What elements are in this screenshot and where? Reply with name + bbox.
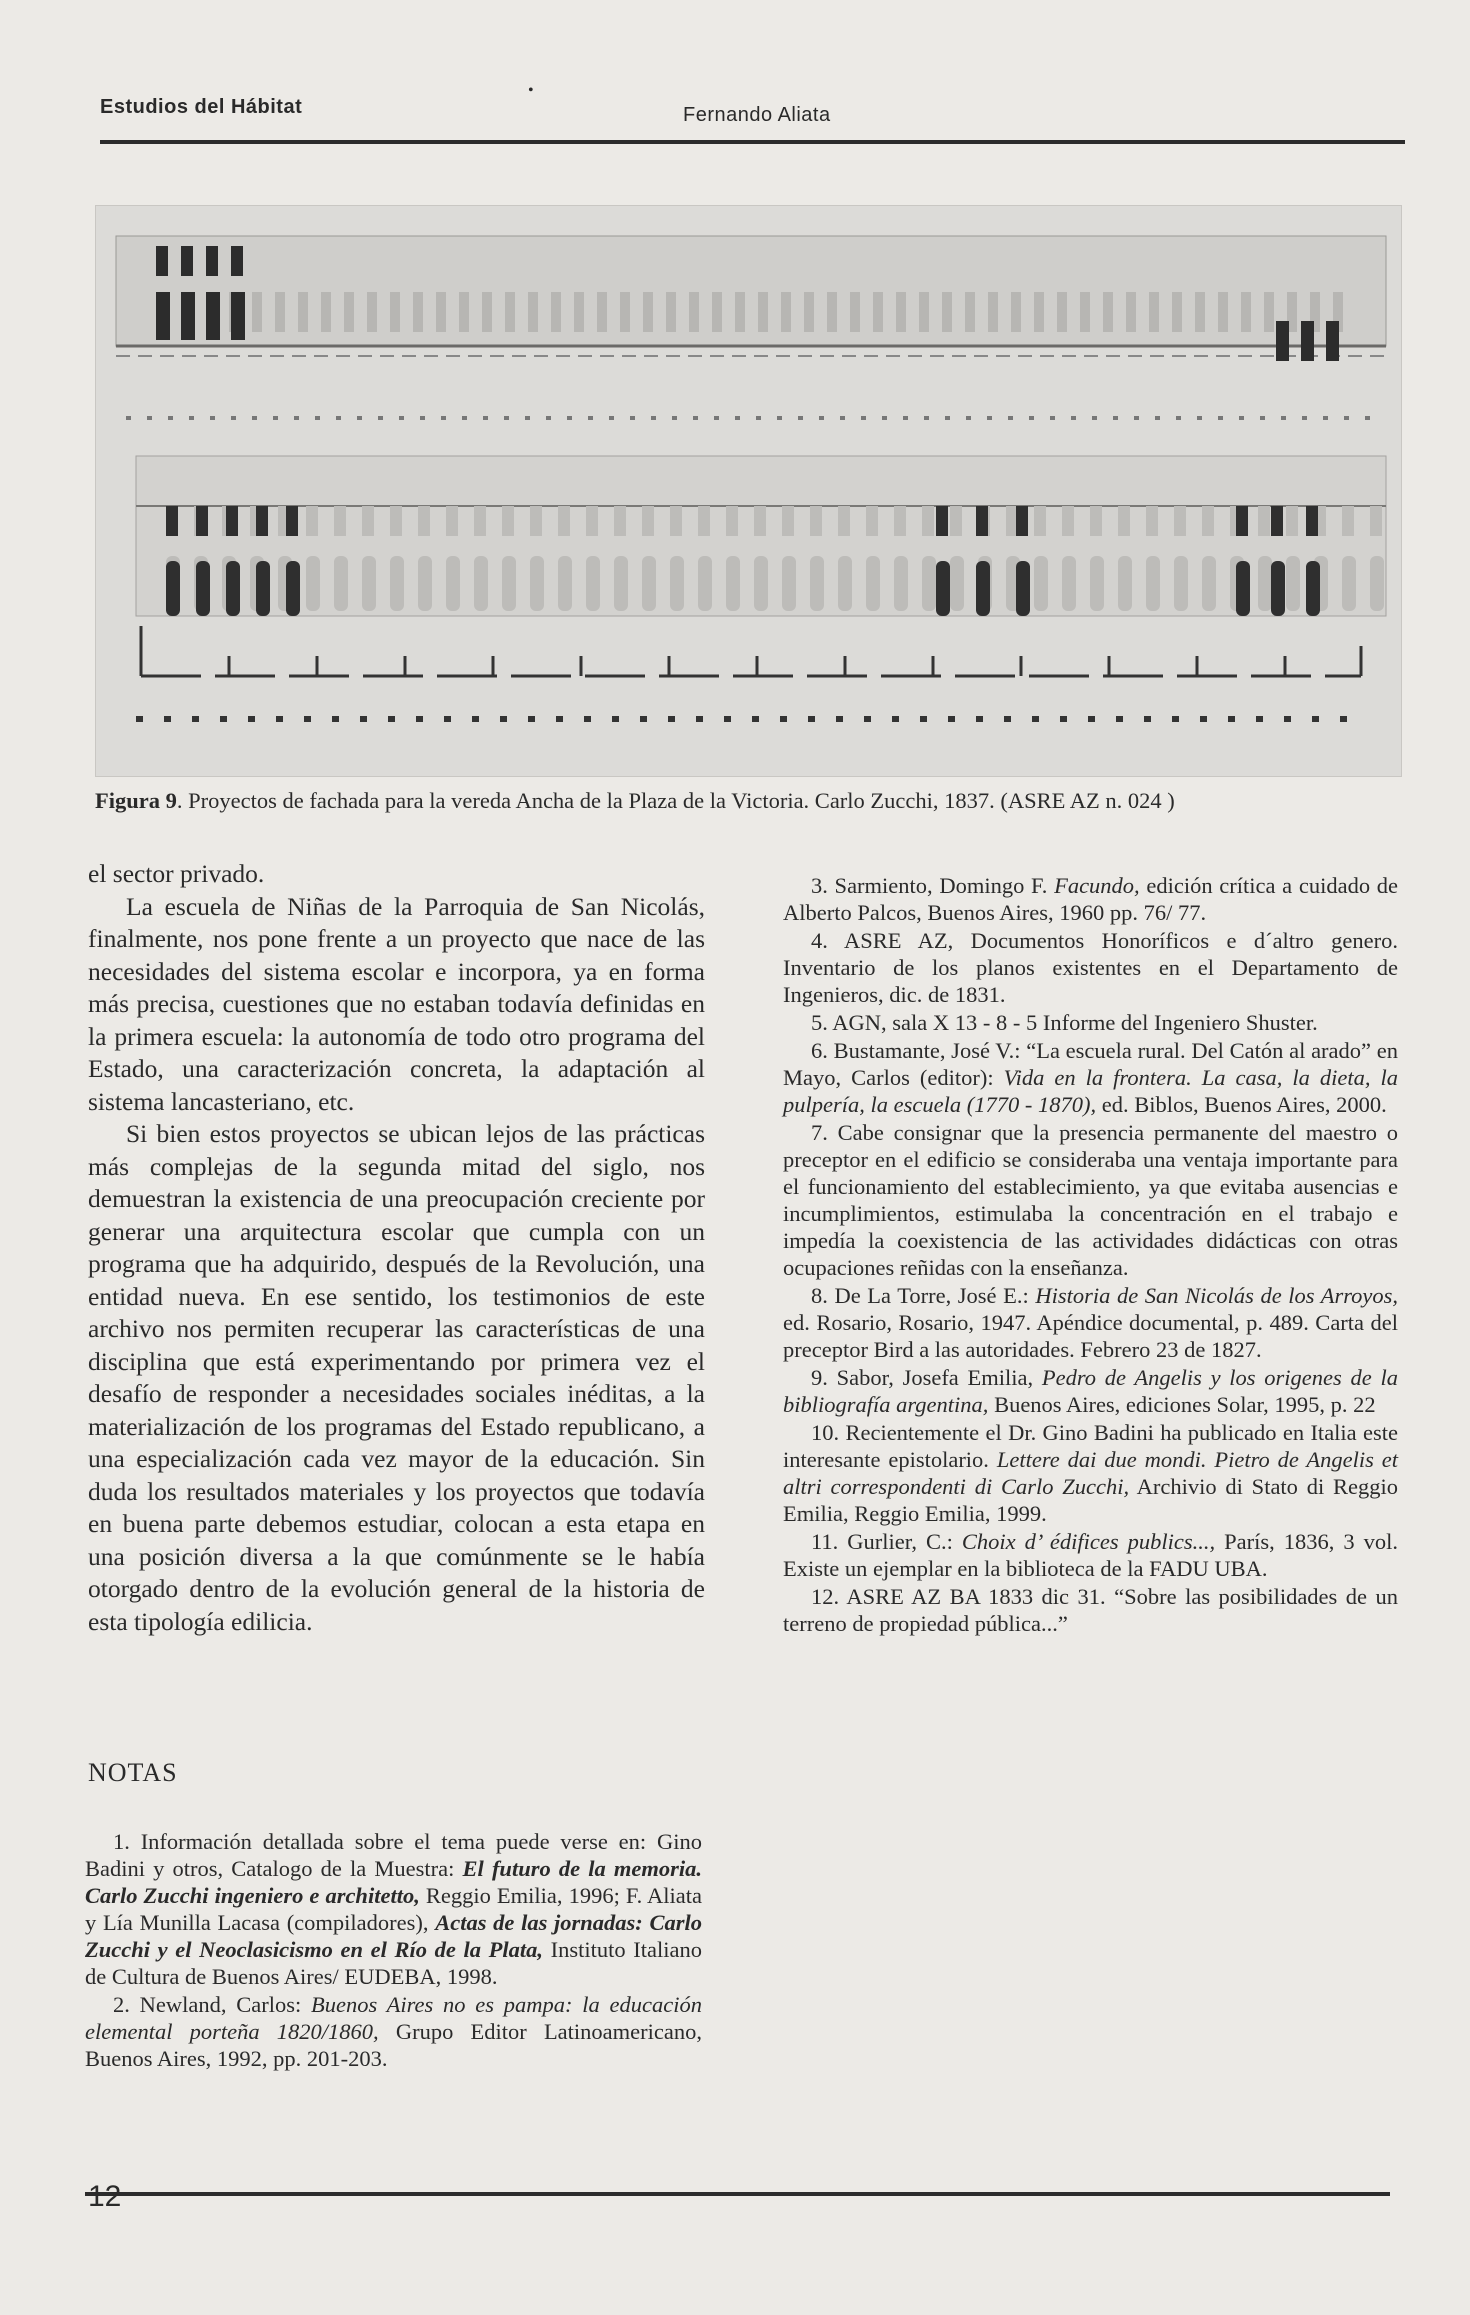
tower-window xyxy=(231,246,243,276)
ground-mark xyxy=(1260,416,1265,420)
upper-window xyxy=(252,292,262,332)
tower-window xyxy=(1326,321,1339,361)
tower-window xyxy=(156,292,170,340)
upper-window xyxy=(850,292,860,332)
lower-arch xyxy=(950,556,964,611)
lower-window xyxy=(838,506,850,536)
lower-window xyxy=(810,506,822,536)
ground-mark xyxy=(798,416,803,420)
ground-mark xyxy=(1197,416,1202,420)
accent-window xyxy=(1016,506,1028,536)
note-10: 10. Recientemente el Dr. Gino Badini ha publicado en Italia este interesante epistolario. Lettere dai due mondi. Pietro de Angelis et altri correspondenti di Carlo Zucchi, Archivio di Stato di Reggio Emilia, Reggio Emilia, 1999. xyxy=(783,1420,1398,1526)
upper-window xyxy=(873,292,883,332)
upper-window xyxy=(1264,292,1274,332)
lower-arch xyxy=(782,556,796,611)
lower-arch xyxy=(1146,556,1160,611)
lower-window xyxy=(390,506,402,536)
upper-window xyxy=(436,292,446,332)
ground-mark xyxy=(777,416,782,420)
ground-mark xyxy=(1155,416,1160,420)
upper-window xyxy=(528,292,538,332)
accent-window xyxy=(1306,506,1318,536)
lower-arch xyxy=(390,556,404,611)
ground-mark xyxy=(1344,416,1349,420)
upper-window xyxy=(735,292,745,332)
upper-window xyxy=(712,292,722,332)
upper-window xyxy=(367,292,377,332)
ground-mark xyxy=(672,416,677,420)
ground-mark xyxy=(612,716,619,722)
lower-arch xyxy=(922,556,936,611)
accent-window xyxy=(1271,506,1283,536)
lower-arch xyxy=(1118,556,1132,611)
ground-mark xyxy=(528,716,535,722)
ground-mark xyxy=(1239,416,1244,420)
facade-drawing-figure xyxy=(95,205,1402,777)
body-paragraph: Si bien estos proyectos se ubican lejos de las prácticas más complejas de la segunda mitad del siglo, nos demuestran la existencia de una preocupación creciente por generar una arquitectura escolar que cumpla con un programa que ha adquirido, después de la Revolución, una entidad nueva. En ese sentido, los testimonios de este archivo nos permiten recuperar las características de una disciplina que está experimentando por primera vez el desafío de responder a necesidades sociales inéditas, a la materialización de los programas del Estado republicano, a una especialización cada vez mayor de la educación. Sin duda los resultados materiales y los proyectos que todavía en buena parte debemos estudiar, colocan a esta etapa en una posición diversa a la que comúnmente se le había otorgado dentro de la evolución general de la historia de esta tipología edilicia. xyxy=(88,1119,705,1636)
ground-mark xyxy=(220,716,227,722)
ground-mark xyxy=(336,416,341,420)
upper-window xyxy=(1011,292,1021,332)
lower-arch xyxy=(1202,556,1216,611)
ground-mark xyxy=(399,416,404,420)
ground-mark xyxy=(504,416,509,420)
ground-mark xyxy=(483,416,488,420)
ground-mark xyxy=(210,416,215,420)
ground-mark xyxy=(696,716,703,722)
ground-mark xyxy=(903,416,908,420)
page-header xyxy=(100,96,1405,146)
accent-window xyxy=(1236,506,1248,536)
upper-window xyxy=(942,292,952,332)
ground-mark xyxy=(1060,716,1067,722)
lower-window xyxy=(1062,506,1074,536)
lower-arch xyxy=(586,556,600,611)
ground-mark xyxy=(231,416,236,420)
note-5: 5. AGN, sala X 13 - 8 - 5 Informe del Ingeniero Shuster. xyxy=(811,1010,1318,1035)
ground-mark xyxy=(1032,716,1039,722)
ground-mark xyxy=(360,716,367,722)
tower-window xyxy=(231,292,245,340)
ground-mark xyxy=(864,716,871,722)
upper-window xyxy=(1126,292,1136,332)
lower-window xyxy=(922,506,934,536)
lower-arch xyxy=(1286,556,1300,611)
upper-window xyxy=(643,292,653,332)
lower-arch xyxy=(306,556,320,611)
ground-mark xyxy=(1281,416,1286,420)
upper-window xyxy=(1218,292,1228,332)
lower-window xyxy=(334,506,346,536)
upper-window xyxy=(505,292,515,332)
lower-window xyxy=(1174,506,1186,536)
ground-mark xyxy=(882,416,887,420)
accent-arch xyxy=(286,561,300,616)
lower-window xyxy=(1090,506,1102,536)
ground-mark xyxy=(836,716,843,722)
note-8: 8. De La Torre, José E.: Historia de San Nicolás de los Arroyos, ed. Rosario, Rosario, 1947. Apéndice documental, p. 489. Carta del preceptor Bird a las autoridades. Febrero 23 de 1827. xyxy=(783,1283,1398,1362)
ground-mark xyxy=(168,416,173,420)
lower-arch xyxy=(362,556,376,611)
accent-arch xyxy=(1236,561,1250,616)
body-paragraph: el sector privado. xyxy=(88,859,265,888)
accent-arch xyxy=(1016,561,1030,616)
ground-mark xyxy=(630,416,635,420)
lower-arch xyxy=(446,556,460,611)
ground-mark xyxy=(714,416,719,420)
accent-window xyxy=(196,506,208,536)
lower-window xyxy=(1118,506,1130,536)
lower-window xyxy=(530,506,542,536)
lower-window xyxy=(698,506,710,536)
accent-arch xyxy=(166,561,180,616)
lower-arch xyxy=(698,556,712,611)
lower-arch xyxy=(1090,556,1104,611)
upper-window xyxy=(1172,292,1182,332)
lower-window xyxy=(726,506,738,536)
tower-window xyxy=(206,292,220,340)
ground-mark xyxy=(420,416,425,420)
lower-window xyxy=(1342,506,1354,536)
accent-window xyxy=(166,506,178,536)
ground-mark xyxy=(525,416,530,420)
ground-mark xyxy=(1176,416,1181,420)
ground-mark xyxy=(584,716,591,722)
lower-arch xyxy=(670,556,684,611)
ground-mark xyxy=(1365,416,1370,420)
upper-window xyxy=(413,292,423,332)
ground-mark xyxy=(1050,416,1055,420)
lower-arch xyxy=(838,556,852,611)
author-name: Fernando Aliata xyxy=(683,104,831,126)
ground-mark xyxy=(192,716,199,722)
lower-window xyxy=(1202,506,1214,536)
ground-mark xyxy=(1029,416,1034,420)
ground-mark xyxy=(735,416,740,420)
upper-window xyxy=(988,292,998,332)
lower-arch xyxy=(1174,556,1188,611)
lower-window xyxy=(558,506,570,536)
stray-mark: • xyxy=(528,82,534,99)
note-4: 4. ASRE AZ, Documentos Honoríficos e d´altro genero. Inventario de los planos existentes en el Departamento de Ingenieros, dic. de 1831. xyxy=(783,928,1398,1007)
figure-label: Figura 9 xyxy=(95,788,177,813)
upper-window xyxy=(1103,292,1113,332)
lower-window xyxy=(866,506,878,536)
upper-window xyxy=(758,292,768,332)
lower-window xyxy=(586,506,598,536)
ground-mark xyxy=(388,716,395,722)
ground-mark xyxy=(1088,716,1095,722)
ground-mark xyxy=(136,716,143,722)
ground-mark xyxy=(1218,416,1223,420)
ground-mark xyxy=(276,716,283,722)
ground-mark xyxy=(948,716,955,722)
accent-arch xyxy=(256,561,270,616)
lower-window xyxy=(1370,506,1382,536)
ground-mark xyxy=(1340,716,1347,722)
lower-window xyxy=(950,506,962,536)
lower-window xyxy=(754,506,766,536)
upper-window xyxy=(551,292,561,332)
tower-window xyxy=(1301,321,1314,361)
note-3: 3. Sarmiento, Domingo F. Facundo, edición crítica a cuidado de Alberto Palcos, Buenos Aires, 1960 pp. 76/ 77. xyxy=(783,873,1398,925)
lower-arch xyxy=(418,556,432,611)
upper-window xyxy=(804,292,814,332)
ground-mark xyxy=(840,416,845,420)
ground-mark xyxy=(126,416,131,420)
lower-window xyxy=(446,506,458,536)
ground-mark xyxy=(976,716,983,722)
accent-arch xyxy=(226,561,240,616)
ground-mark xyxy=(1071,416,1076,420)
lower-window xyxy=(1258,506,1270,536)
upper-window xyxy=(689,292,699,332)
upper-window xyxy=(1080,292,1090,332)
note-12: 12. ASRE AZ BA 1833 dic 31. “Sobre las posibilidades de un terreno de propiedad pública...” xyxy=(783,1584,1398,1636)
lower-arch xyxy=(754,556,768,611)
upper-window xyxy=(275,292,285,332)
ground-mark xyxy=(1113,416,1118,420)
lower-arch xyxy=(334,556,348,611)
notes-heading: NOTAS xyxy=(88,1758,178,1787)
accent-window xyxy=(976,506,988,536)
header-rule xyxy=(100,140,1405,144)
lower-window xyxy=(362,506,374,536)
lower-window xyxy=(670,506,682,536)
ground-mark xyxy=(1004,716,1011,722)
ground-mark xyxy=(441,416,446,420)
ground-mark xyxy=(556,716,563,722)
lower-arch xyxy=(726,556,740,611)
ground-mark xyxy=(966,416,971,420)
lower-window xyxy=(1286,506,1298,536)
lower-arch xyxy=(894,556,908,611)
lower-window xyxy=(894,506,906,536)
lower-arch xyxy=(530,556,544,611)
ground-mark xyxy=(1256,716,1263,722)
lower-arch xyxy=(1034,556,1048,611)
accent-window xyxy=(286,506,298,536)
figure-caption xyxy=(95,788,1415,814)
ground-mark xyxy=(1144,716,1151,722)
ground-mark xyxy=(1312,716,1319,722)
accent-arch xyxy=(936,561,950,616)
upper-window xyxy=(666,292,676,332)
upper-window xyxy=(827,292,837,332)
tower-window xyxy=(1276,321,1289,361)
ground-mark xyxy=(1228,716,1235,722)
ground-mark xyxy=(304,716,311,722)
ground-mark xyxy=(500,716,507,722)
lower-arch xyxy=(502,556,516,611)
lower-window xyxy=(502,506,514,536)
upper-window xyxy=(919,292,929,332)
ground-mark xyxy=(640,716,647,722)
accent-arch xyxy=(976,561,990,616)
ground-mark xyxy=(819,416,824,420)
lower-arch xyxy=(810,556,824,611)
upper-window xyxy=(482,292,492,332)
ground-mark xyxy=(248,716,255,722)
ground-mark xyxy=(987,416,992,420)
ground-mark xyxy=(1008,416,1013,420)
lower-arch xyxy=(614,556,628,611)
ground-mark xyxy=(945,416,950,420)
body-text xyxy=(88,858,705,1638)
accent-window xyxy=(936,506,948,536)
ground-mark xyxy=(609,416,614,420)
lower-arch xyxy=(558,556,572,611)
upper-window xyxy=(459,292,469,332)
note-6: 6. Bustamante, José V.: “La escuela rural. Del Catón al arado” en Mayo, Carlos (editor): Vida en la frontera. La casa, la dieta, la pulpería, la escuela (1770 - 1870), ed. Biblos, Buenos Aires, 2000. xyxy=(783,1038,1398,1117)
ground-mark xyxy=(1200,716,1207,722)
ground-mark xyxy=(780,716,787,722)
ground-mark xyxy=(164,716,171,722)
note-1: 1. Información detallada sobre el tema puede verse en: Gino Badini y otros, Catalogo de la Muestra: El futuro de la memoria. Carlo Zucchi ingeniero e architetto, Reggio Emilia, 1996; F. Aliata y Lía Munilla Lacasa (compiladores), Actas de las jornadas: Carlo Zucchi y el Neoclasicismo en el Río de la Plata, Instituto Italiano de Cultura de Buenos Aires/ EUDEBA, 1998. xyxy=(85,1829,702,1989)
accent-arch xyxy=(1271,561,1285,616)
lower-window xyxy=(1146,506,1158,536)
note-11: 11. Gurlier, C.: Choix d’ édifices publics..., París, 1836, 3 vol. Existe un ejemplar en la biblioteca de la FADU UBA. xyxy=(783,1529,1398,1581)
ground-mark xyxy=(1116,716,1123,722)
note-2: 2. Newland, Carlos: Buenos Aires no es pampa: la educación elemental porteña 1820/1860, Grupo Editor Latinoamericano, Buenos Aires, 1992, pp. 201-203. xyxy=(85,1992,702,2071)
note-9: 9. Sabor, Josefa Emilia, Pedro de Angelis y los origenes de la bibliografía argentina, Buenos Aires, ediciones Solar, 1995, p. 22 xyxy=(783,1365,1398,1417)
lower-window xyxy=(1034,506,1046,536)
tower-window xyxy=(181,292,195,340)
upper-window xyxy=(1149,292,1159,332)
footer-rule xyxy=(85,2192,1390,2196)
lower-arch xyxy=(866,556,880,611)
notes-left-column xyxy=(85,1828,702,2073)
upper-window xyxy=(574,292,584,332)
ground-mark xyxy=(752,716,759,722)
ground-mark xyxy=(1323,416,1328,420)
ground-mark xyxy=(861,416,866,420)
ground-mark xyxy=(315,416,320,420)
upper-window xyxy=(1034,292,1044,332)
lower-window xyxy=(614,506,626,536)
lower-arch xyxy=(642,556,656,611)
upper-window xyxy=(298,292,308,332)
accent-arch xyxy=(1306,561,1320,616)
lower-arch xyxy=(474,556,488,611)
upper-window xyxy=(1195,292,1205,332)
page-number: 12 xyxy=(88,2180,122,2213)
ground-mark xyxy=(357,416,362,420)
lower-window xyxy=(474,506,486,536)
tower-window xyxy=(156,246,168,276)
lower-arch xyxy=(1062,556,1076,611)
lower-arch xyxy=(1258,556,1272,611)
tower-window xyxy=(181,246,193,276)
upper-window xyxy=(344,292,354,332)
note-7: 7. Cabe consignar que la presencia permanente del maestro o preceptor en el edificio se consideraba una ventaja importante para el funcionamiento del establecimiento, ya que evitaba ausencias e incumplimientos, estimulaba la concentración en el trabajo e impedía la coexistencia de las actividades didácticas con otras ocupaciones reñidas con la enseñanza. xyxy=(783,1120,1398,1280)
lower-window xyxy=(418,506,430,536)
ground-mark xyxy=(252,416,257,420)
ground-mark xyxy=(588,416,593,420)
ground-mark xyxy=(808,716,815,722)
upper-window xyxy=(620,292,630,332)
accent-window xyxy=(256,506,268,536)
lower-arch xyxy=(1342,556,1356,611)
ground-mark xyxy=(444,716,451,722)
lower-arch xyxy=(1370,556,1384,611)
lower-window xyxy=(642,506,654,536)
ground-mark xyxy=(1172,716,1179,722)
ground-mark xyxy=(693,416,698,420)
body-paragraph: La escuela de Niñas de la Parroquia de San Nicolás, finalmente, nos pone frente a un proyecto que nace de las necesidades del sistema escolar e incorpora, ya en forma más precisa, cuestiones que no estaban todavía definidas en la primera escuela: la autonomía de todo otro programa del Estado, una caracterización concreta, la adaptación al sistema lancasteriano, etc. xyxy=(88,891,705,1116)
upper-window xyxy=(781,292,791,332)
ground-mark xyxy=(567,416,572,420)
accent-arch xyxy=(196,561,210,616)
ground-mark xyxy=(651,416,656,420)
ground-mark xyxy=(1284,716,1291,722)
ground-mark xyxy=(920,716,927,722)
accent-window xyxy=(226,506,238,536)
journal-title: Estudios del Hábitat xyxy=(100,96,303,118)
ground-mark xyxy=(1134,416,1139,420)
facade-drawing xyxy=(96,206,1401,776)
ground-mark xyxy=(378,416,383,420)
ground-mark xyxy=(724,716,731,722)
upper-window xyxy=(896,292,906,332)
tower-window xyxy=(206,246,218,276)
ground-mark xyxy=(924,416,929,420)
upper-window xyxy=(1057,292,1067,332)
upper-window xyxy=(965,292,975,332)
ground-mark xyxy=(892,716,899,722)
ground-mark xyxy=(332,716,339,722)
ground-mark xyxy=(147,416,152,420)
ground-mark xyxy=(472,716,479,722)
upper-window xyxy=(597,292,607,332)
ground-mark xyxy=(756,416,761,420)
figure-caption-text: . Proyectos de fachada para la vereda Ancha de la Plaza de la Victoria. Carlo Zucchi, 1837. (ASRE AZ n. 024 ) xyxy=(176,788,1175,813)
notes-right-column xyxy=(783,872,1398,1638)
ground-mark xyxy=(1092,416,1097,420)
ground-mark xyxy=(294,416,299,420)
lower-window xyxy=(306,506,318,536)
ground-mark xyxy=(273,416,278,420)
ground-mark xyxy=(462,416,467,420)
lower-window xyxy=(782,506,794,536)
ground-mark xyxy=(416,716,423,722)
ground-mark xyxy=(189,416,194,420)
upper-window xyxy=(321,292,331,332)
ground-mark xyxy=(668,716,675,722)
upper-window xyxy=(390,292,400,332)
upper-window xyxy=(1241,292,1251,332)
ground-mark xyxy=(546,416,551,420)
ground-mark xyxy=(1302,416,1307,420)
